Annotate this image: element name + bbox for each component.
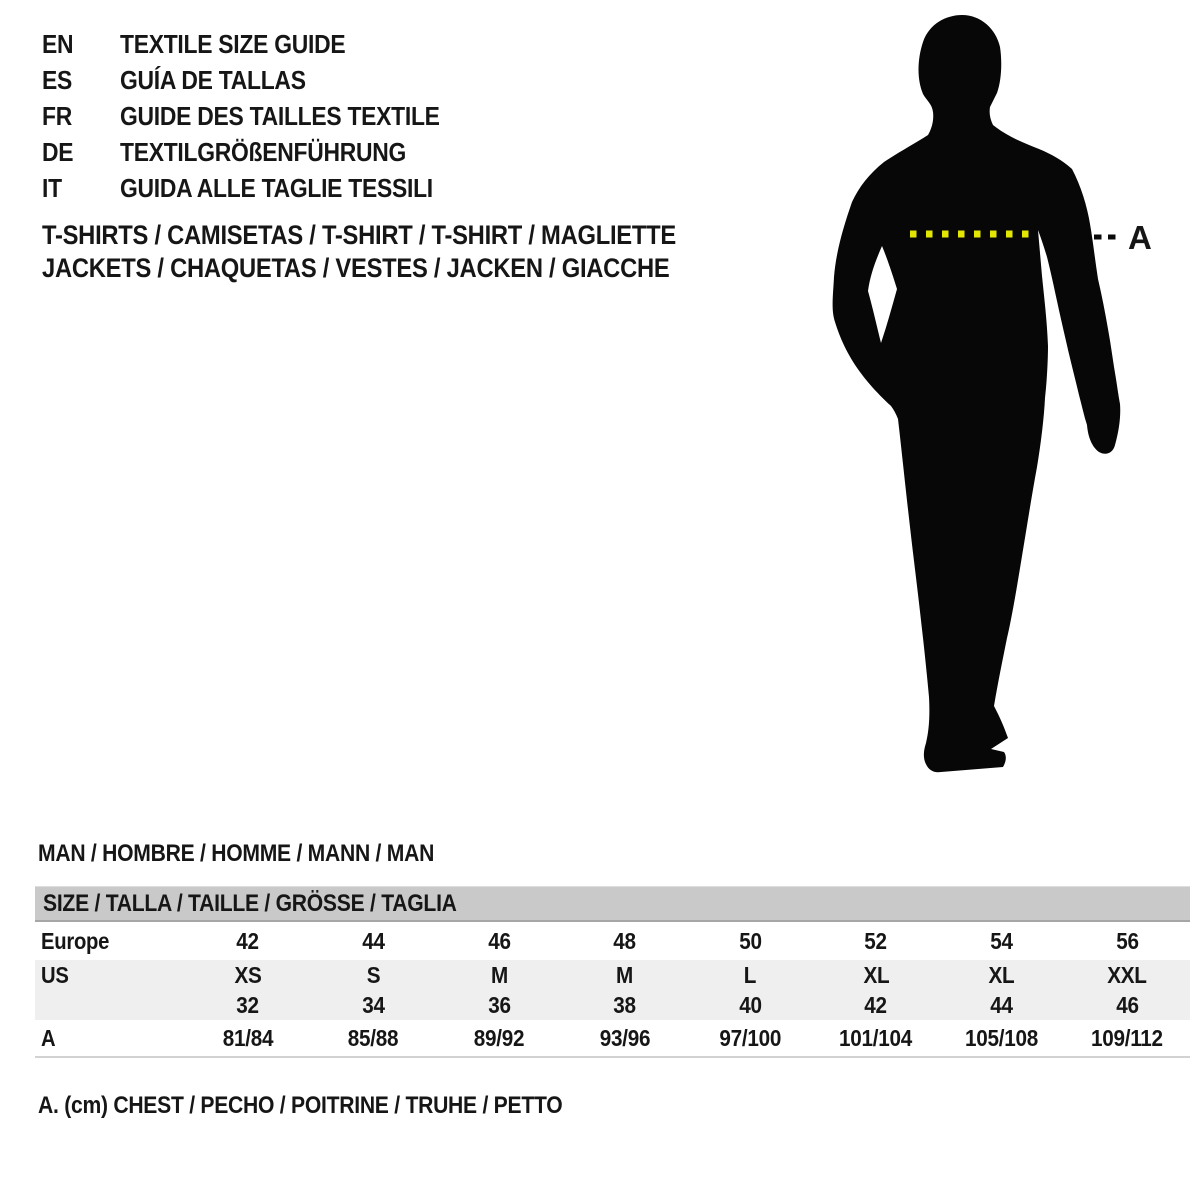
language-code: FR [42,100,72,131]
size-cell: 38 [613,991,636,1018]
size-cell: M [490,961,508,988]
size-cell: 48 [613,927,636,954]
language-row-fr [42,98,483,134]
size-cell: XL [988,961,1015,988]
language-row-it [42,170,483,206]
size-cell: 44 [990,991,1013,1018]
language-code: DE [42,136,74,167]
language-code: EN [42,28,74,59]
gender-heading: MAN / HOMBRE / HOMME / MANN / MAN [38,840,435,867]
language-row-de [42,134,483,170]
size-cell: 85/88 [348,1024,399,1051]
size-cell: 89/92 [473,1024,525,1051]
size-cell: 101/104 [839,1024,913,1051]
category-lines [42,219,762,285]
language-guide-list [42,26,483,206]
language-code: ES [42,64,73,95]
man-silhouette [833,15,1121,772]
size-cell: 34 [362,991,385,1018]
size-cell: 32 [236,991,260,1018]
size-cell: 40 [739,991,762,1018]
size-cell: 42 [236,927,260,954]
row-label: Europe [41,927,110,954]
size-cell: 97/100 [719,1024,782,1051]
measure-footnote: A. (cm) CHEST / PECHO / POITRINE / TRUHE / PETTO [38,1092,563,1119]
size-cell: 93/96 [599,1024,650,1051]
language-label: GUÍA DE TALLAS [120,64,306,95]
size-cell: M [616,961,634,988]
size-cell: 46 [487,927,511,954]
measure-label-a: A [1128,219,1152,256]
size-cell: 56 [1115,927,1139,954]
size-cell: S [366,961,381,988]
size-table-header-label: SIZE / TALLA / TAILLE / GRÖSSE / TAGLIA [43,889,457,917]
category-line-jackets: JACKETS / CHAQUETAS / VESTES / JACKEN / GIACCHE [42,253,670,283]
size-cell: 52 [864,927,888,954]
row-label: A [41,1024,56,1051]
language-label: GUIDA ALLE TAGLIE TESSILI [120,172,433,203]
size-row-europe [35,922,1190,960]
size-cell: 46 [1115,991,1139,1018]
man-silhouette-figure [815,0,1155,800]
language-label: GUIDE DES TAILLES TEXTILE [120,100,440,131]
language-label: TEXTILGRÖßENFÜHRUNG [120,136,407,167]
size-cell: 54 [990,927,1013,954]
size-cell: XS [234,961,262,988]
language-row-es [42,62,483,98]
row-label [35,992,185,1019]
language-row-en [42,26,483,62]
size-cell: 105/108 [965,1024,1039,1051]
category-line-tshirts: T-SHIRTS / CAMISETAS / T-SHIRT / T-SHIRT / MAGLIETTE [42,220,676,250]
size-row-us [35,960,1190,990]
size-cell: 109/112 [1091,1024,1164,1051]
size-row-numeric [35,990,1190,1020]
size-table [35,886,1190,1058]
size-table-header [35,886,1190,922]
size-cell: 42 [864,991,888,1018]
size-row-chest-a [35,1020,1190,1056]
size-cell: 44 [362,927,385,954]
size-cell: L [744,961,757,988]
size-cell: 81/84 [222,1024,274,1051]
language-code: IT [42,172,62,203]
row-label: US [41,961,69,988]
language-label: TEXTILE SIZE GUIDE [120,28,346,59]
size-cell: XL [862,961,889,988]
size-cell: 36 [487,991,511,1018]
size-cell: 50 [739,927,762,954]
size-cell: XXL [1107,961,1147,988]
